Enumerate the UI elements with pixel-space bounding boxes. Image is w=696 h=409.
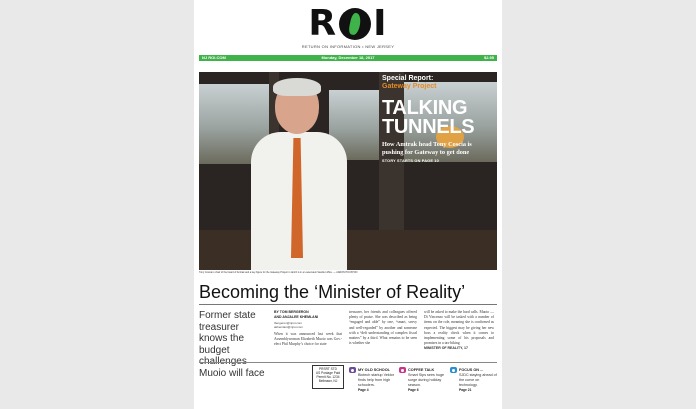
person-hair	[273, 78, 321, 96]
postage-indicia: PRSRT STD US Postage Paid Permit No. 1234 Bellmawr, NJ	[312, 365, 344, 389]
dateline-price: $2.95	[483, 55, 494, 60]
dateline-bar	[199, 55, 497, 61]
desk	[199, 230, 497, 270]
special-report-topic: Gateway Project	[382, 83, 437, 90]
dateline-date: Monday, December 18, 2017	[321, 55, 375, 60]
author-email[interactable]: tbergeron@njroi.com	[274, 321, 303, 325]
cover-jump-line[interactable]: STORY STARTS ON PAGE 10	[382, 159, 439, 163]
coffee-icon	[399, 367, 406, 373]
cover-story-overlay[interactable]	[382, 75, 494, 163]
article-subhead: Former state treasurer knows the budget challenges Muoio will face	[199, 310, 265, 379]
special-report-label: Special Report:	[382, 75, 434, 82]
article-text: treasurer, her friends and colleagues offered plenty of praise. She was described as being “engaged and able” by one, “smart, savvy and well-regarded” by another and someone with a “deft understanding of complex fiscal matters” by a third. What remains to be seen is whether she	[349, 310, 417, 346]
masthead[interactable]	[194, 3, 502, 49]
article-text: When it was announced last week that Assemblywoman Elizabeth Muoio was Gov.-elect Phil Murphy’s choice for state	[274, 332, 342, 347]
photo-caption: Tony Coscia is chair of the board of Amtrak and a key figure for the Gateway Project in which is in a Lowenstein Sandler office. — AARON HOUSTON	[199, 271, 358, 274]
focus-icon	[450, 367, 457, 373]
teaser-coffee-talk[interactable]: COFFEE TALK Smart Sips sees huge surge during holiday season. Page 6	[399, 367, 447, 392]
cover-dek: How Amtrak head Tony Coscia is pushing for Gateway to get done	[382, 141, 472, 156]
article-text: will be asked to make the hard calls. Muoio — Di Vincenzo will be tasked with a number of items on the role, meaning she is confirmed as expected. The biggest may be giving her new boss a reality check when it comes to implementing some of his proposals and promises in a tax-hiking	[424, 310, 494, 346]
article-column-2	[349, 310, 417, 346]
article-headline[interactable]: Becoming the ‘Minister of Reality’	[199, 281, 497, 305]
author-email[interactable]: akhemlani@njroi.com	[274, 325, 303, 329]
teaser-my-old-school[interactable]: MY OLD SCHOOL Biotech startup Vektor finds help from high schoolers. Page 4	[349, 367, 397, 392]
article-column-3	[424, 310, 494, 352]
globe-nj-icon	[339, 8, 371, 40]
roi-logo[interactable]: R I	[308, 3, 388, 44]
article-column-1	[274, 310, 342, 348]
school-icon	[349, 367, 356, 373]
cover-headline[interactable]: TALKING TUNNELS	[382, 97, 475, 138]
dateline-website: NJ ROI.COM	[202, 55, 226, 60]
teaser-focus-on[interactable]: FOCUS ON ... SJDC staying ahead of the curve on technology. Page 21	[450, 367, 498, 392]
article-jump[interactable]: MINISTER OF REALITY, 17	[424, 346, 468, 351]
masthead-subtitle: RETURN ON INFORMATION • NEW JERSEY	[301, 44, 395, 49]
byline: BY TOM BERGERON AND ANJALEE KHEMLANI	[274, 310, 319, 319]
section-divider	[199, 362, 497, 363]
newspaper-cover	[194, 0, 502, 409]
